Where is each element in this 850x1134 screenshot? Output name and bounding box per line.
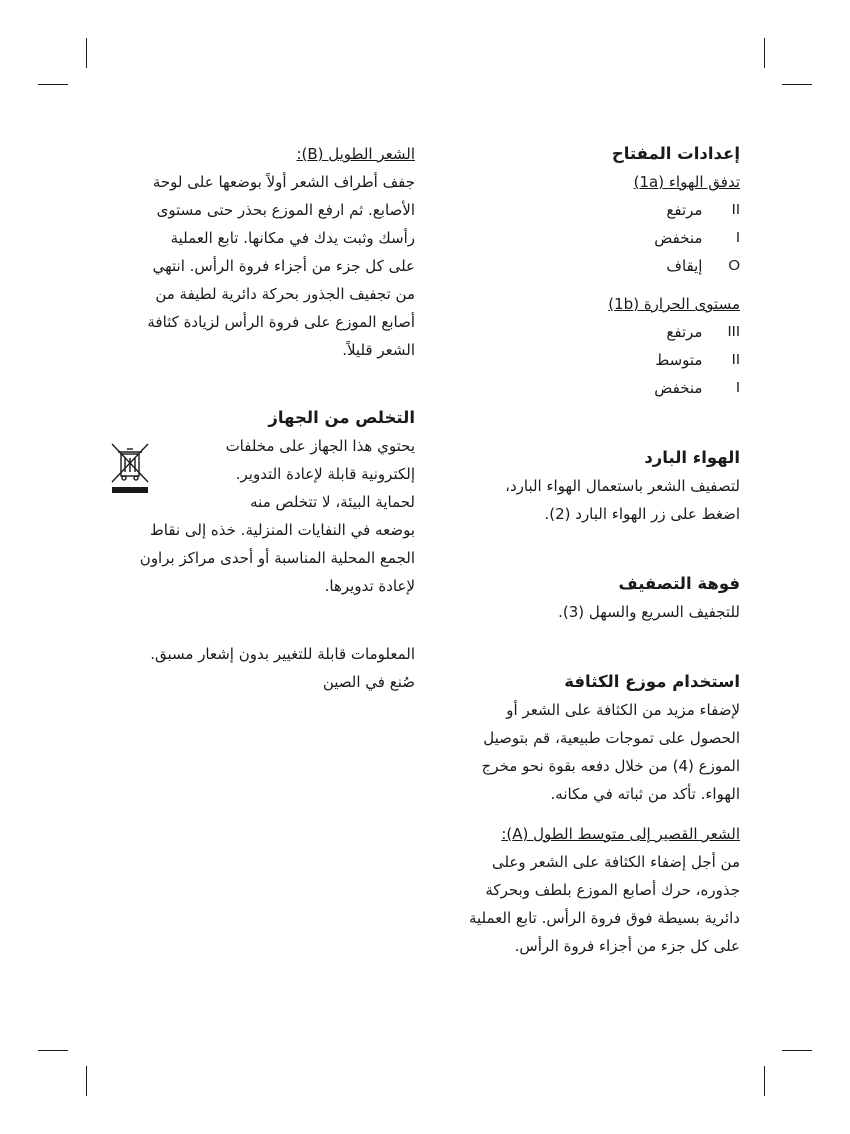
long-hair-line: الأصابع. ثم ارفع الموزع بحذر حتى مستوى bbox=[156, 201, 415, 219]
heat-option bbox=[440, 346, 740, 374]
crop-mark bbox=[38, 1050, 68, 1051]
diffuser-title: استخدام موزع الكثافة bbox=[564, 672, 740, 691]
airflow-text: منخفض bbox=[654, 229, 703, 247]
heat-symbol: II bbox=[731, 351, 740, 368]
airflow-option bbox=[440, 224, 740, 252]
diffuser-line: لإضفاء مزيد من الكثافة على الشعر أو bbox=[506, 701, 740, 719]
crop-mark bbox=[86, 38, 87, 68]
crop-mark bbox=[782, 84, 812, 85]
left-column bbox=[110, 140, 415, 696]
heat-text: منخفض bbox=[654, 379, 703, 397]
long-hair-line: من تجفيف الجذور بحركة دائرية لطيفة من bbox=[155, 285, 415, 303]
disposal-line: لحماية البيئة، لا تتخلص منه bbox=[250, 493, 415, 511]
airflow-label: تدفق الهواء (1a) bbox=[633, 173, 740, 191]
heat-symbol: I bbox=[735, 379, 740, 396]
long-hair-line: الشعر قليلاً. bbox=[342, 341, 415, 359]
long-hair-line: جفف أطراف الشعر أولاً بوضعها على لوحة bbox=[152, 173, 415, 191]
disposal-section bbox=[110, 404, 415, 600]
heat-text: متوسط bbox=[655, 351, 703, 369]
cold-air-line: لتصفيف الشعر باستعمال الهواء البارد، bbox=[505, 477, 740, 495]
short-hair-line: جذوره، حرك أصابع الموزع بلطف وبحركة bbox=[485, 881, 740, 899]
notice-line: المعلومات قابلة للتغيير بدون إشعار مسبق. bbox=[150, 645, 415, 663]
heat-option bbox=[440, 374, 740, 402]
airflow-symbol: I bbox=[735, 229, 740, 246]
short-hair-label: الشعر القصير إلى متوسط الطول (A): bbox=[501, 825, 740, 843]
nozzle-title: فوهة التصفيف bbox=[618, 574, 740, 593]
long-hair-label: الشعر الطويل (B): bbox=[296, 145, 415, 163]
crop-mark bbox=[38, 84, 68, 85]
short-hair-line: دائرية بسيطة فوق فروة الرأس. تابع العملية bbox=[468, 909, 740, 927]
notice-line: صُنع في الصين bbox=[322, 673, 415, 691]
crop-mark bbox=[782, 1050, 812, 1051]
airflow-option bbox=[440, 252, 740, 280]
heat-option bbox=[440, 318, 740, 346]
nozzle-line: للتجفيف السريع والسهل (3). bbox=[558, 603, 740, 621]
disposal-line: بوضعه في النفايات المنزلية. خذه إلى نقاط bbox=[149, 521, 415, 539]
switch-settings-title: إعدادات المفتاح bbox=[611, 144, 740, 163]
airflow-symbol: II bbox=[731, 201, 740, 218]
disposal-line: إلكترونية قابلة لإعادة التدوير. bbox=[235, 465, 415, 483]
airflow-text: مرتفع bbox=[666, 201, 703, 219]
airflow-option bbox=[440, 196, 740, 224]
cold-air-title: الهواء البارد bbox=[644, 448, 740, 467]
heat-text: مرتفع bbox=[666, 323, 703, 341]
crossed-out-bin-icon bbox=[110, 442, 150, 494]
short-hair-line: من أجل إضفاء الكثافة على الشعر وعلى bbox=[491, 853, 740, 871]
crop-mark bbox=[86, 1066, 87, 1096]
airflow-text: إيقاف bbox=[666, 257, 703, 275]
crop-mark bbox=[764, 38, 765, 68]
right-column bbox=[440, 140, 740, 960]
disposal-line: لإعادة تدويرها. bbox=[324, 577, 415, 595]
diffuser-line: الموزع (4) من خلال دفعه بقوة نحو مخرج bbox=[481, 757, 740, 775]
disposal-line: يحتوي هذا الجهاز على مخلفات bbox=[225, 437, 415, 455]
disposal-title: التخلص من الجهاز bbox=[268, 408, 415, 427]
heat-symbol: III bbox=[727, 323, 740, 340]
crop-mark bbox=[764, 1066, 765, 1096]
short-hair-line: على كل جزء من أجزاء فروة الرأس. bbox=[514, 937, 740, 955]
heat-label: مستوى الحرارة (1b) bbox=[608, 295, 740, 313]
long-hair-line: رأسك وثبت يدك في مكانها. تابع العملية bbox=[170, 229, 415, 247]
disposal-line: الجمع المحلية المناسبة أو أحدى مراكز براون bbox=[139, 549, 415, 567]
long-hair-line: أصابع الموزع على فروة الرأس لزيادة كثافة bbox=[147, 313, 415, 331]
long-hair-line: على كل جزء من أجزاء فروة الرأس. انتهي bbox=[152, 257, 415, 275]
cold-air-line: اضغط على زر الهواء البارد (2). bbox=[544, 505, 740, 523]
diffuser-line: الهواء. تأكد من ثباته في مكانه. bbox=[550, 785, 740, 803]
diffuser-line: الحصول على تموجات طبيعية، قم بتوصيل bbox=[483, 729, 740, 747]
airflow-symbol: O bbox=[728, 257, 740, 274]
